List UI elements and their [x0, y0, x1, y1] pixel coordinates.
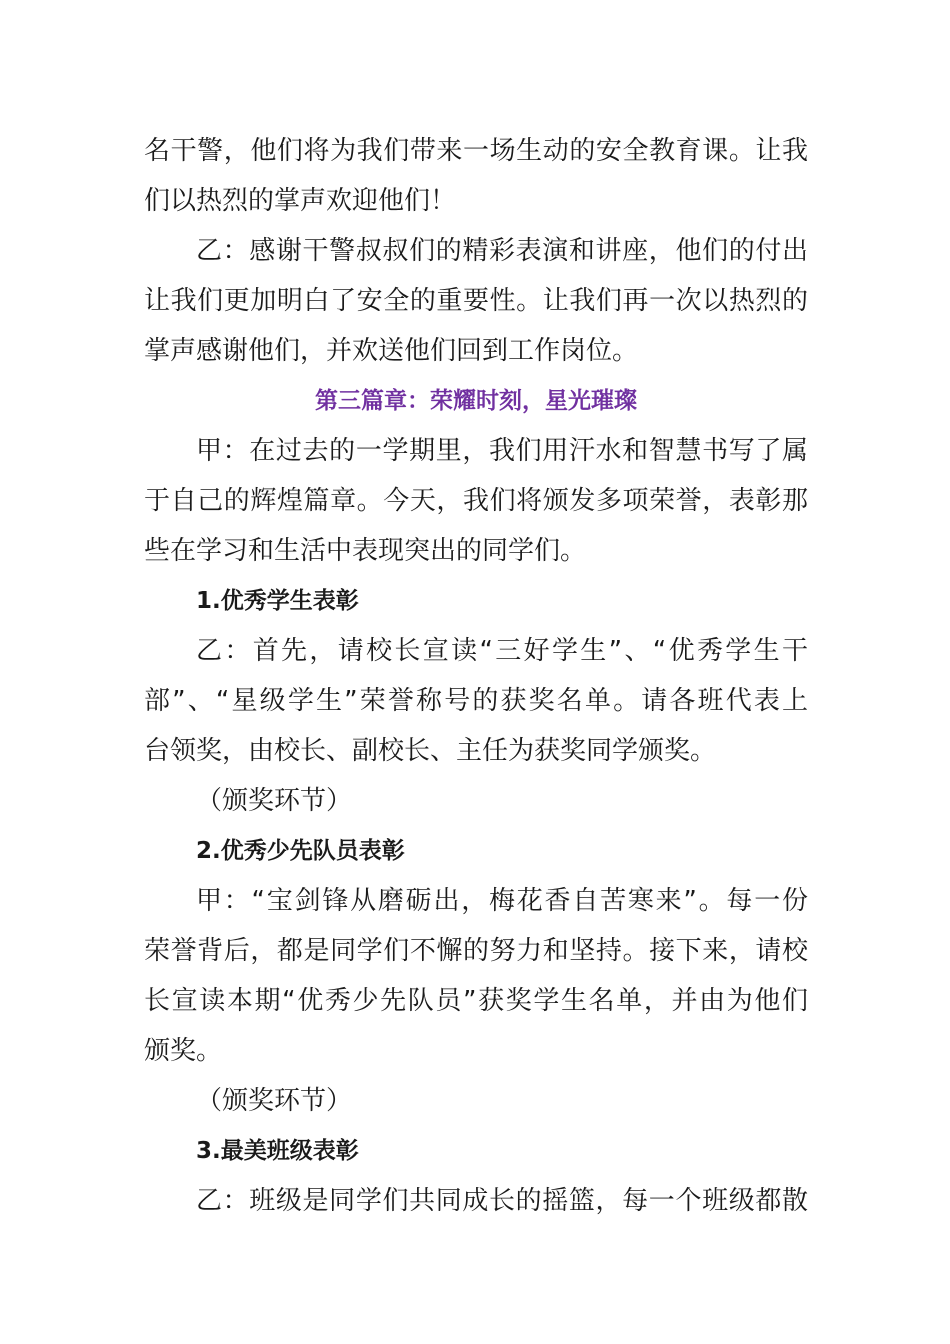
paragraph-line: 乙：首先，请校长宣读“三好学生”、“优秀学生干	[196, 636, 808, 666]
chapter-heading: 第三篇章：荣耀时刻，星光璀璨	[315, 388, 637, 414]
section-heading: 2.优秀少先队员表彰	[196, 838, 405, 864]
stage-note: （颁奖环节）	[196, 786, 353, 816]
stage-note: （颁奖环节）	[196, 1086, 353, 1116]
paragraph-line: 让我们更加明白了安全的重要性。让我们再一次以热烈的	[144, 286, 808, 316]
paragraph-line: 乙：感谢干警叔叔们的精彩表演和讲座，他们的付出	[196, 236, 808, 266]
paragraph-line: 甲：在过去的一学期里，我们用汗水和智慧书写了属	[196, 436, 808, 466]
paragraph-line: 掌声感谢他们，并欢送他们回到工作岗位。	[144, 336, 639, 366]
paragraph-line: 名干警，他们将为我们带来一场生动的安全教育课。让我	[144, 136, 808, 166]
document-page	[144, 126, 808, 1226]
paragraph-line: 部”、“星级学生”荣誉称号的获奖名单。请各班代表上	[144, 686, 808, 716]
paragraph-line: 们以热烈的掌声欢迎他们！	[144, 186, 457, 216]
paragraph-line: 长宣读本期“优秀少先队员”获奖学生名单，并由为他们	[144, 986, 808, 1016]
section-heading: 3.最美班级表彰	[196, 1138, 359, 1164]
paragraph-line: 乙：班级是同学们共同成长的摇篮，每一个班级都散	[196, 1186, 808, 1216]
paragraph-line: 颁奖。	[144, 1036, 223, 1066]
paragraph-line: 于自己的辉煌篇章。今天，我们将颁发多项荣誉，表彰那	[144, 486, 808, 516]
paragraph-line: 台领奖，由校长、副校长、主任为获奖同学颁奖。	[144, 736, 717, 766]
paragraph-line: 些在学习和生活中表现突出的同学们。	[144, 536, 587, 566]
section-heading: 1.优秀学生表彰	[196, 588, 359, 614]
paragraph-line: 甲：“宝剑锋从磨砺出，梅花香自苦寒来”。每一份	[196, 886, 808, 916]
paragraph-line: 荣誉背后，都是同学们不懈的努力和坚持。接下来，请校	[144, 936, 808, 966]
